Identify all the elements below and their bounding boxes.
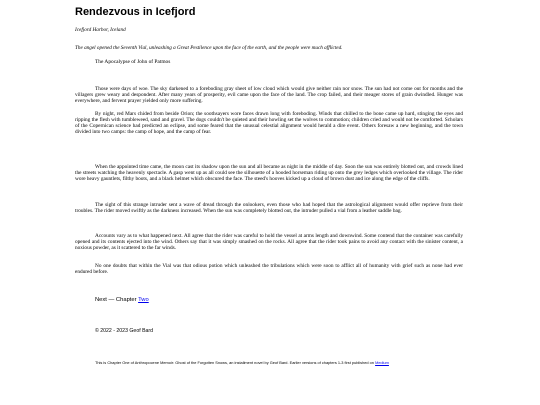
story-paragraph: When the appointed time came, the moon cast its shadow upon the sun and all became as night in the middle of day. Soon the sun was entirely blotted out, and crowds lined the streets watching the heavenly spectacle. A gasp went up as all could see the silhouette of a hooded horseman riding up onto the grey ledges which overlooked the village. The rider wore heavy gauntlets, filthy boots, and a black helmet which obscured the face. The steed's hooves kicked up a cloud of brown dust and ice along the edge of the cliffs. bbox=[75, 164, 463, 183]
next-chapter-prefix: Next — Chapter bbox=[95, 297, 139, 303]
story-paragraph: The sight of this strange intruder sent a wave of dread through the onlookers, even those who had hoped that the astrological alignment would offer reprieve from their troubles. The rider moved swiftly as the darkness increased. When the sun was completely blotted out, the intruder pulled a vial from a leather saddle bag. bbox=[75, 202, 463, 215]
medium-link[interactable]: Medium bbox=[375, 360, 389, 365]
copyright: © 2022 - 2023 Geof Bard bbox=[95, 328, 154, 334]
story-paragraph: Those were days of woe. The sky darkened to a foreboding gray sheet of low cloud which would give neither rain nor snow. The sun had not come out for months and the villagers grew weary and despondent. After many years of prosperity, evil came upon the face of the land. The crop failed, and their meager stores of grain dwindled. Hunger was everywhere, and fervent prayer yielded only more suffering. bbox=[75, 86, 463, 105]
footer-text: This is Chapter One of Anthropocene Memoir: Ghost of the Forgotten Snows, an installment novel by Geof Bard. Earlier versions of chapters 1-3 first published on bbox=[95, 360, 374, 365]
location-line: Icefjord Harbor, Iceland bbox=[75, 27, 126, 33]
next-chapter-line bbox=[95, 297, 149, 303]
page-title: Rendezvous in Icefjord bbox=[75, 6, 196, 18]
story-paragraph: No one doubts that within the Vial was that odious potion which unleashed the tribulations which were soon to afflict all of humanity with grief such as none had ever endured before. bbox=[75, 263, 463, 276]
epigraph: The angel opened the Seventh Vial, unleashing a Great Pestilence upon the face of the earth, and the people were much afflicted. bbox=[75, 45, 343, 51]
footer-note bbox=[75, 360, 475, 366]
story-paragraph: Accounts vary as to what happened next. All agree that the rider was careful to hold the vessel at arms length and downwind. Some contend that the container was carefully opened and its contents ejected into the wind. Others say that it was simply smashed on the rocks. All agree that the rider took pains to avoid any contact with the sinister content, a noxious powder, as it scattered to the far winds. bbox=[75, 233, 463, 252]
story-paragraph: By night, red Mars chided from beside Orion; the soothsayers wore faces drawn long with foreboding. Winds that chilled to the bone came up hard, stinging the eyes and ripping the flesh with tumbleweed, sand and gravel. The dogs couldn't be quieted and their howling set the wolves to commotion; children cried and would not be comforted. Scholars of the Copernican science had predicted an eclipse, and some feared that the unusual celestial alignment would herald a dire event. Others foresaw a new beginning, and the town divided into two camps: the camp of hope, and the camp of fear. bbox=[75, 111, 463, 136]
epigraph-source: The Apocalypse of John of Patmos bbox=[95, 59, 171, 65]
next-chapter-link[interactable]: Two bbox=[138, 297, 149, 303]
